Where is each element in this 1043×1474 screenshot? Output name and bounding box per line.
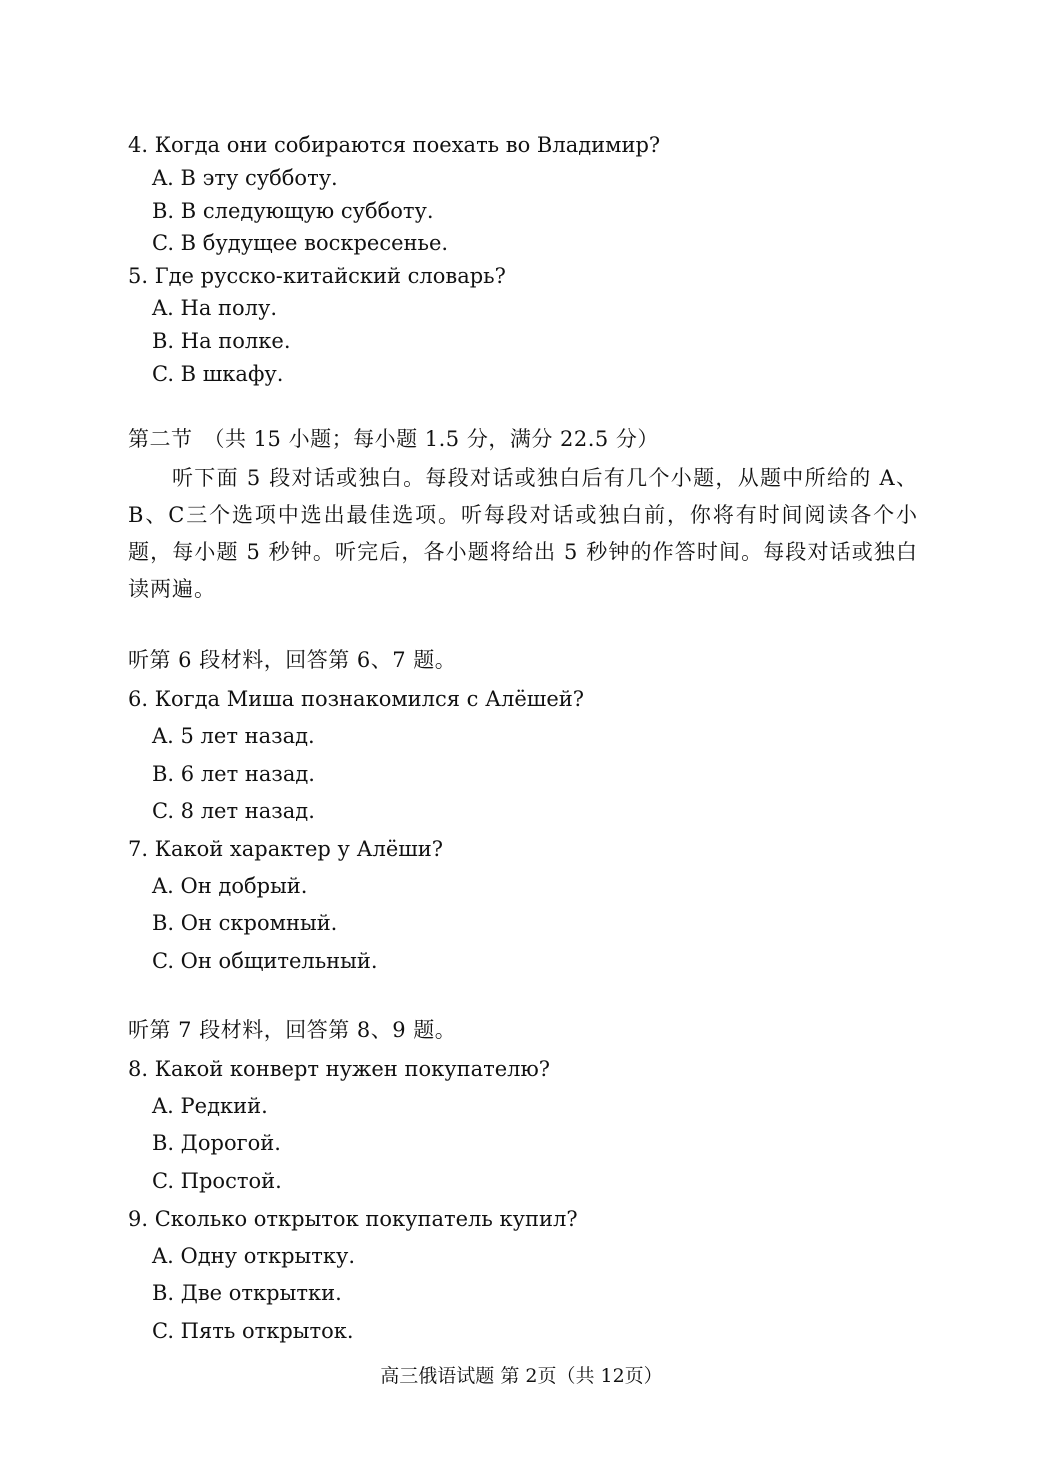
section-heading: 第二节 （共 15 小题；每小题 1.5 分，满分 22.5 分）	[128, 427, 659, 451]
q6-option-b: B. 6 лет назад.	[152, 762, 315, 786]
question-8: 8. Какой конверт нужен покупателю?	[128, 1057, 551, 1081]
question-5: 5. Где русско-китайский словарь?	[128, 264, 506, 288]
q4-option-a: A. В эту субботу.	[152, 166, 338, 190]
q7-option-b: B. Он скромный.	[152, 911, 338, 935]
q7-option-c: C. Он общительный.	[152, 949, 378, 973]
material-7-heading: 听第 7 段材料，回答第 8、9 题。	[128, 1018, 457, 1042]
q4-option-b: B. В следующую субботу.	[152, 199, 434, 223]
q5-option-a: A. На полу.	[152, 296, 278, 320]
q9-option-b: B. Две открытки.	[152, 1281, 342, 1305]
question-7: 7. Какой характер у Алёши?	[128, 837, 444, 861]
q5-option-c: C. В шкафу.	[152, 362, 284, 386]
q8-option-a: A. Редкий.	[152, 1094, 268, 1118]
q9-option-c: C. Пять открыток.	[152, 1319, 354, 1343]
q6-option-a: A. 5 лет назад.	[152, 724, 315, 748]
material-6-heading: 听第 6 段材料，回答第 6、7 题。	[128, 648, 457, 672]
question-9: 9. Сколько открыток покупатель купил?	[128, 1207, 578, 1231]
question-6: 6. Когда Миша познакомился с Алёшей?	[128, 687, 585, 711]
question-4: 4. Когда они собираются поехать во Владимир?	[128, 133, 661, 157]
q5-option-b: B. На полке.	[152, 329, 291, 353]
q8-option-b: B. Дорогой.	[152, 1131, 281, 1155]
section-instructions: 听下面 5 段对话或独白。每段对话或独白后有几个小题，从题中所给的 A、B、C三个选项中选出最佳选项。听每段对话或独白前，你将有时间阅读各个小题，每小题 5 秒钟。听完后，各小题将给出 5 秒钟的作答时间。每段对话或独白读两遍。	[128, 466, 918, 601]
q8-option-c: C. Простой.	[152, 1169, 282, 1193]
q4-option-c: C. В будущее воскресенье.	[152, 231, 449, 255]
q7-option-a: A. Он добрый.	[152, 874, 308, 898]
q6-option-c: C. 8 лет назад.	[152, 799, 315, 823]
page-footer: 高三俄语试题 第 2页（共 12页）	[380, 1365, 663, 1387]
q9-option-a: A. Одну открытку.	[152, 1244, 356, 1268]
